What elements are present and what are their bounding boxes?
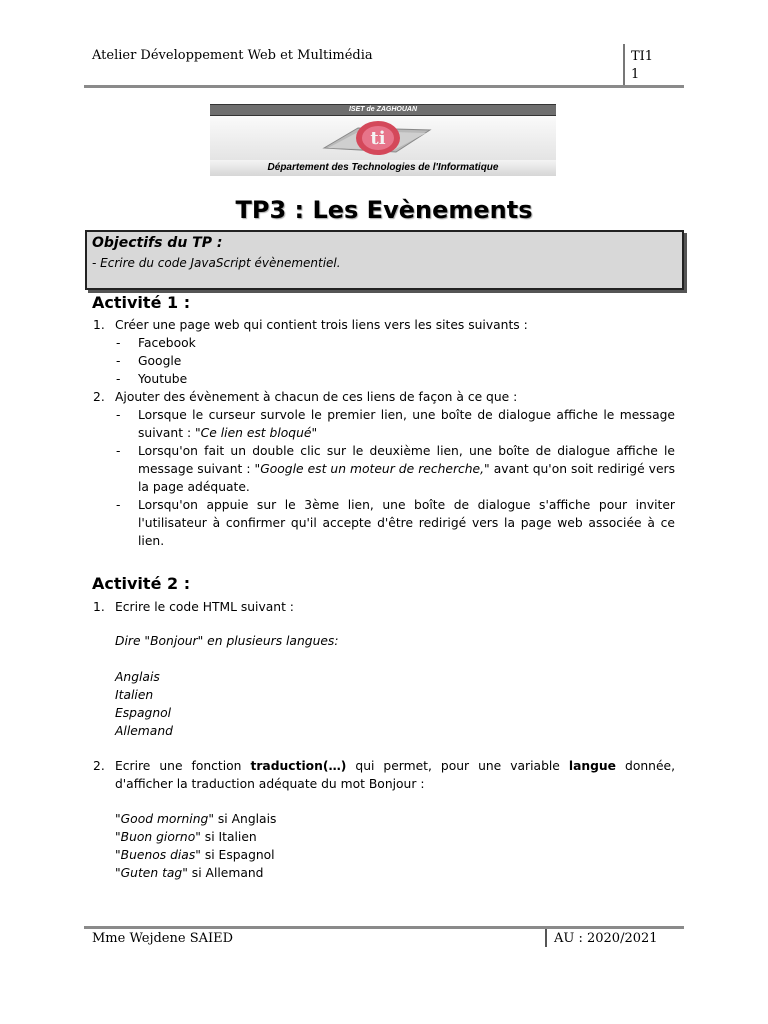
bullet1-quote: "Ce lien est bloqué"	[195, 426, 318, 440]
activity1-item1-text: Créer une page web qui contient trois liens vers les sites suivants :	[115, 318, 528, 332]
header-divider	[623, 44, 625, 86]
header-code-line2: 1	[631, 67, 640, 82]
header-code	[631, 48, 671, 84]
function-name: traduction(…)	[250, 759, 347, 773]
link-item-google: Google	[138, 354, 182, 368]
logo-bottom-text: Département des Technologies de l'Informatique	[210, 160, 556, 176]
translation-phrase: "Buenos dias"	[115, 848, 201, 862]
translation-italian	[115, 828, 675, 846]
activity2-item1-number: 1.	[93, 600, 105, 614]
bullet2-line3: la page adéquate.	[138, 480, 250, 494]
language-espagnol: Espagnol	[115, 706, 172, 720]
activity2-item2-line2: d'afficher la traduction adéquate du mot Bonjour :	[115, 777, 425, 791]
objectives-text: - Ecrire du code JavaScript évènementiel.	[92, 256, 341, 270]
language-allemand: Allemand	[115, 724, 173, 738]
objectives-title: Objectifs du TP :	[92, 235, 223, 251]
logo-top-text: ISET de ZAGHOUAN	[210, 104, 556, 116]
bullet1-prefix: suivant :	[138, 426, 196, 440]
header-title: Atelier Développement Web et Multimédia	[92, 48, 373, 63]
footer-year: AU : 2020/2021	[554, 931, 658, 946]
variable-name: langue	[568, 759, 617, 773]
list-dash: -	[116, 444, 121, 458]
link-item-facebook: Facebook	[138, 336, 196, 350]
list-dash: -	[116, 408, 121, 422]
translation-phrase: "Good morning"	[115, 812, 214, 826]
list-dash: -	[116, 372, 121, 386]
translation-english	[115, 810, 675, 828]
activity2-item2-line1	[115, 757, 675, 775]
bullet3-line1: Lorsqu'on appuie sur le 3ème lien, une boîte de dialogue s'affiche pour inviter	[138, 498, 675, 512]
translation-suffix: si Espagnol	[200, 848, 275, 862]
bullet3-line3: lien.	[138, 534, 165, 548]
html-intro-text: Dire "Bonjour" en plusieurs langues:	[115, 634, 339, 648]
bullet1-line1: Lorsque le curseur survole le premier lien, une boîte de dialogue affiche le message	[138, 408, 675, 422]
activity1-item1-number: 1.	[93, 318, 105, 332]
item2-text-c: donnée,	[616, 759, 675, 773]
translation-german	[115, 864, 675, 882]
footer-divider	[545, 929, 547, 947]
bullet2-line2	[138, 460, 675, 478]
activity2-item2-number: 2.	[93, 759, 105, 773]
activity1-heading: Activité 1 :	[92, 293, 191, 312]
header-code-line1: TI1	[631, 49, 654, 64]
list-dash: -	[116, 336, 121, 350]
item2-text-a: Ecrire une fonction	[115, 759, 251, 773]
header-rule	[84, 85, 684, 88]
list-dash: -	[116, 498, 121, 512]
activity1-item2-number: 2.	[93, 390, 105, 404]
institution-logo	[210, 104, 556, 176]
footer-author: Mme Wejdene SAIED	[92, 931, 234, 946]
logo-emblem-icon	[318, 118, 436, 158]
svg-text:ti: ti	[370, 128, 386, 149]
link-item-youtube: Youtube	[138, 372, 188, 386]
language-italien: Italien	[115, 688, 154, 702]
footer-rule	[84, 926, 684, 929]
bullet2-quote: "Google est un moteur de recherche,"	[254, 462, 490, 476]
bullet1-line2	[138, 424, 675, 442]
translation-phrase: "Buon giorno"	[115, 830, 201, 844]
bullet2-suffix: avant qu'on soit redirigé vers	[489, 462, 675, 476]
list-dash: -	[116, 354, 121, 368]
bullet2-prefix: message suivant :	[138, 462, 255, 476]
translation-phrase: "Guten tag"	[115, 866, 188, 880]
bullet2-line1: Lorsqu'on fait un double clic sur le deuxième lien, une boîte de dialogue affiche le	[138, 444, 675, 458]
translation-spanish	[115, 846, 675, 864]
document-title: TP3 : Les Evènements	[235, 196, 533, 224]
objectives-box	[85, 230, 684, 290]
language-anglais: Anglais	[115, 670, 160, 684]
translation-suffix: si Italien	[200, 830, 257, 844]
activity2-heading: Activité 2 :	[92, 574, 191, 593]
translation-suffix: si Anglais	[213, 812, 277, 826]
bullet3-line2: l'utilisateur à confirmer qu'il accepte d'être redirigé vers la page web associée à ce	[138, 516, 675, 530]
item2-text-b: qui permet, pour une variable	[346, 759, 569, 773]
activity1-item2-text: Ajouter des évènement à chacun de ces liens de façon à ce que :	[115, 390, 518, 404]
translation-suffix: si Allemand	[187, 866, 264, 880]
activity2-item1-text: Ecrire le code HTML suivant :	[115, 600, 294, 614]
